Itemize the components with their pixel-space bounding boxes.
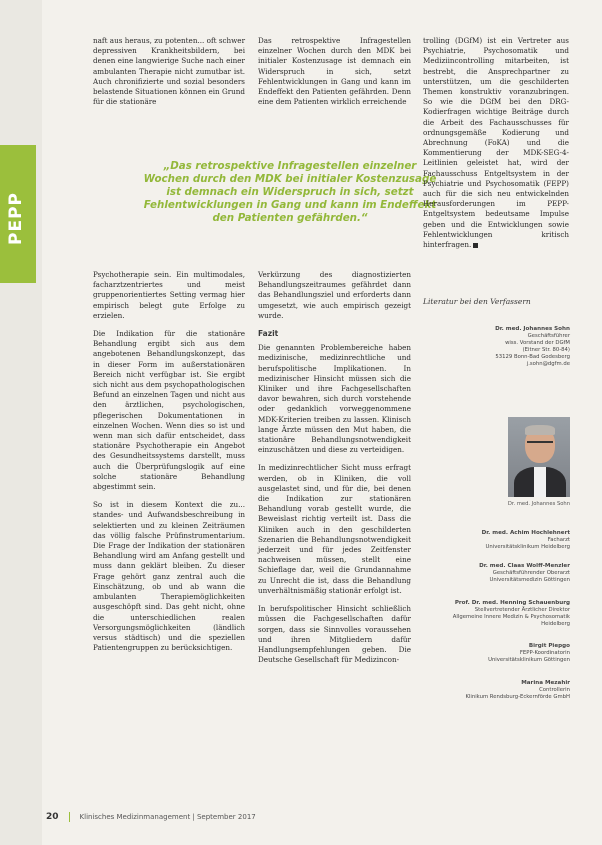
author-line: (Eitner Str. 80-84) [522, 347, 570, 353]
author-block [440, 680, 570, 701]
paragraph: In berufspolitischer Hinsicht schließlich müssen die Fachgesellschaften dafür sorgen, dass sie Sinnvolles voraussehen und ihren Mitgliedern dafür Handlungsempfehlungen geben. Die Deutsche Gesellschaft für Medizincon- [258, 604, 411, 665]
side-margin [0, 0, 42, 845]
page-number: 20 [46, 812, 59, 822]
author-line: j.sohn@dgfm.de [526, 361, 570, 367]
publication-name: Klinisches Medizinmanagement | September 2017 [79, 813, 256, 821]
literature-note: Literatur bei den Verfassern [423, 297, 531, 306]
author-name: Dr. med. Claas Wolff-Menzler [479, 563, 570, 569]
author-line: Geschäftsführer [527, 333, 570, 339]
paragraph: Psychotherapie sein. Ein multimodales, facharztzentriertes und meist gruppenorientiertes Setting vermag hier empirisch belegt gute Erfolge zu erzielen. [93, 270, 245, 320]
author-block [440, 530, 570, 551]
author-line: Heidelberg [541, 621, 570, 627]
section-heading-fazit: Fazit [258, 329, 279, 339]
author-name: Dr. med. Johannes Sohn [495, 326, 570, 332]
author-line: Facharzt [547, 537, 570, 543]
author-line: wiss. Vorstand der DGfM [505, 340, 570, 346]
paragraph [423, 36, 569, 250]
author-line: Universitätsklinikum Göttingen [488, 657, 570, 663]
author-name: Birgit Piepgo [528, 643, 570, 649]
paragraph: In medizinrechtlicher Sicht muss erfragt werden, ob in Kliniken, die voll ausgelastet sind, und für die, bei denen die Indikation zur stationären Behandlung vorab gestellt wurde, die Beweislast richtig verteilt ist. Dass die Kliniken auch in den geschilderten Szenarien die Behandlungsnotwendigkeit jederzeit und für jedes Zeitfenster nachweisen müssen, stellt eine Schieflage dar, weil die Grundannahme zu Unrecht die ist, dass die Behandlung unverhältnismäßig stationär erfolgt ist. [258, 463, 411, 595]
column-1 [93, 270, 245, 661]
author-line: Universitätsklinikum Heidelberg [485, 544, 570, 550]
author-name: Marina Mezahir [521, 680, 570, 686]
author-line: FEPP-Koordinatorin [519, 650, 570, 656]
paragraph-text: trolling (DGfM) ist ein Vertreter aus Psychiatrie, Psychosomatik und Mediziincontrolling mitarbeiten, ist bestrebt, die Ansprechpartner zu unterstützen, um die geschilderten Themen konstruktiv voranzubringen. So wie die DGfM bei den DRG-Kodierfragen wichtige Beiträge durch die Arbeit des Fachausschusses für ordnungsgemäße Kodierung und Abrechnung (FoKA) und die Kommentierung der MDK-SEG-4-Leitlinien geleistet hat, wird der Fachausschuss Entgeltsystem in der Psychiatrie und Psychosomatik (FEPP) auch für die sich neu entwickelnden Herausforderungen im PEPP-Entgeltsystem bedeutsame Impulse geben und die Entwicklungen sowie Fehlentwicklungen kritisch hinterfragen. [423, 36, 569, 250]
paragraph: Die genannten Problembereiche haben medizinische, medizinrechtliche und berufspolitische Implikationen. In medizinischer Hinsicht müssen sich die Kliniker und ihre Fachgesellschaften davor bewahren, sich durch vorstehende oder gedanklich vorweggenommene MDK-Kriterien treiben zu lassen. Klinisch lange Ärzte müssen den Mut haben, die stationäre Behandlungsnotwendigkeit einzuschätzen und diese zu verteidigen. [258, 343, 411, 455]
column-1-top [93, 36, 245, 115]
paragraph: Verkürzung des diagnostizierten Behandlungszeitraumes gefährdet dann das Behandlungsziel und erforderts dann umgesetzt, wie auch empirisch gezeigt wurde. [258, 270, 411, 320]
author-line: Stellvertretender Ärztlicher Direktor [474, 607, 570, 613]
author-block [440, 643, 570, 664]
paragraph: Das retrospektive Infragestellen einzelner Wochen durch den MDK bei initialer Kostenzusage ist demnach ein Widerspruch in sich, setzt Fehlentwicklungen in Gang und kann im Endeffekt den Patienten gefährden. Denn eine dem Patienten wirklich erreichende [258, 36, 411, 107]
footer-divider [69, 812, 70, 822]
author-line: Controllerin [539, 687, 570, 693]
paragraph: Die Indikation für die stationäre Behandlung ergibt sich aus dem angebotenen Behandlungskonzept, das in dieser Form im außerstationären Bereich nicht verfügbar ist. Sie ergibt sich nicht aus dem psychopathologischen Befund an einzelnen Tagen und nicht aus den ärztlichen, psychologischen, pflegerischen Dokumentationen in einzelnen Wochen. Wenn dies so ist und wenn man sich dafür entscheidet, dass stationäre Psychotherapie ein Angebot des Gesundheitssystems darstellt, muss auch die Überprüfungslogik auf eine solche stationäre Behandlung abgestimmt sein. [93, 329, 245, 492]
paragraph: So ist in diesem Kontext die zu... standes- und Aufwandsbeschreibung in selektierten und zu kleinen Zeiträumen das völlig falsche Prüfinstrumentarium. Die Frage der Indikation der stationären Behandlung wird am Anfang gestellt und muss dann geklärt bleiben. Zu dieser Frage gehört ganz zentral auch die Einschätzung, ob und ab wann die ambulanten Therapiemöglichkeiten ausgeschöpft sind. Das geht nicht, ohne die unterschiedlichen realen Versorgungsmöglichkeiten (ländlich versus städtisch) und die speziellen Patientengruppen zu berücksichtigen. [93, 500, 245, 653]
section-tab-label: PEPP [6, 192, 26, 245]
author-name: Prof. Dr. med. Henning Schauenburg [454, 600, 570, 606]
author-line: 53129 Bonn-Bad Godesberg [495, 354, 570, 360]
author-block [440, 326, 570, 368]
author-block [440, 563, 570, 584]
column-3 [423, 36, 569, 258]
author-line: Geschäftsführender Oberarzt [492, 570, 570, 576]
author-block [440, 600, 570, 628]
page-footer [46, 812, 256, 822]
column-2 [258, 270, 411, 673]
photo-caption: Dr. med. Johannes Sohn [507, 501, 570, 507]
section-tab [0, 145, 36, 283]
end-of-article-icon [473, 243, 478, 248]
author-line: Universitätsmedizin Göttingen [489, 577, 570, 583]
pull-quote: „Das retrospektive Infragestellen einzelner Wochen durch den MDK bei initialer Kostenzusage ist demnach ein Widerspruch in sich, setzt Fehlentwicklungen in Gang und kann im Endeffekt den Patienten gefährden.“ [143, 160, 437, 224]
author-line: Klinikum Rendsburg-Eckernförde GmbH [465, 694, 570, 700]
author-line: Allgemeine Innere Medizin & Psychosomatik [452, 614, 570, 620]
column-2-top [258, 36, 411, 115]
author-photo [508, 417, 570, 497]
paragraph: naft aus heraus, zu potenten... oft schwer depressiven Krankheitsbildern, bei denen eine langwierige Suche nach einer ambulanten Therapie nicht zumutbar ist. Auch chronifizierte und sozial besonders belastende Situationen können ein Grund für die stationäre [93, 36, 245, 107]
author-name: Dr. med. Achim Hochlehnert [481, 530, 570, 536]
